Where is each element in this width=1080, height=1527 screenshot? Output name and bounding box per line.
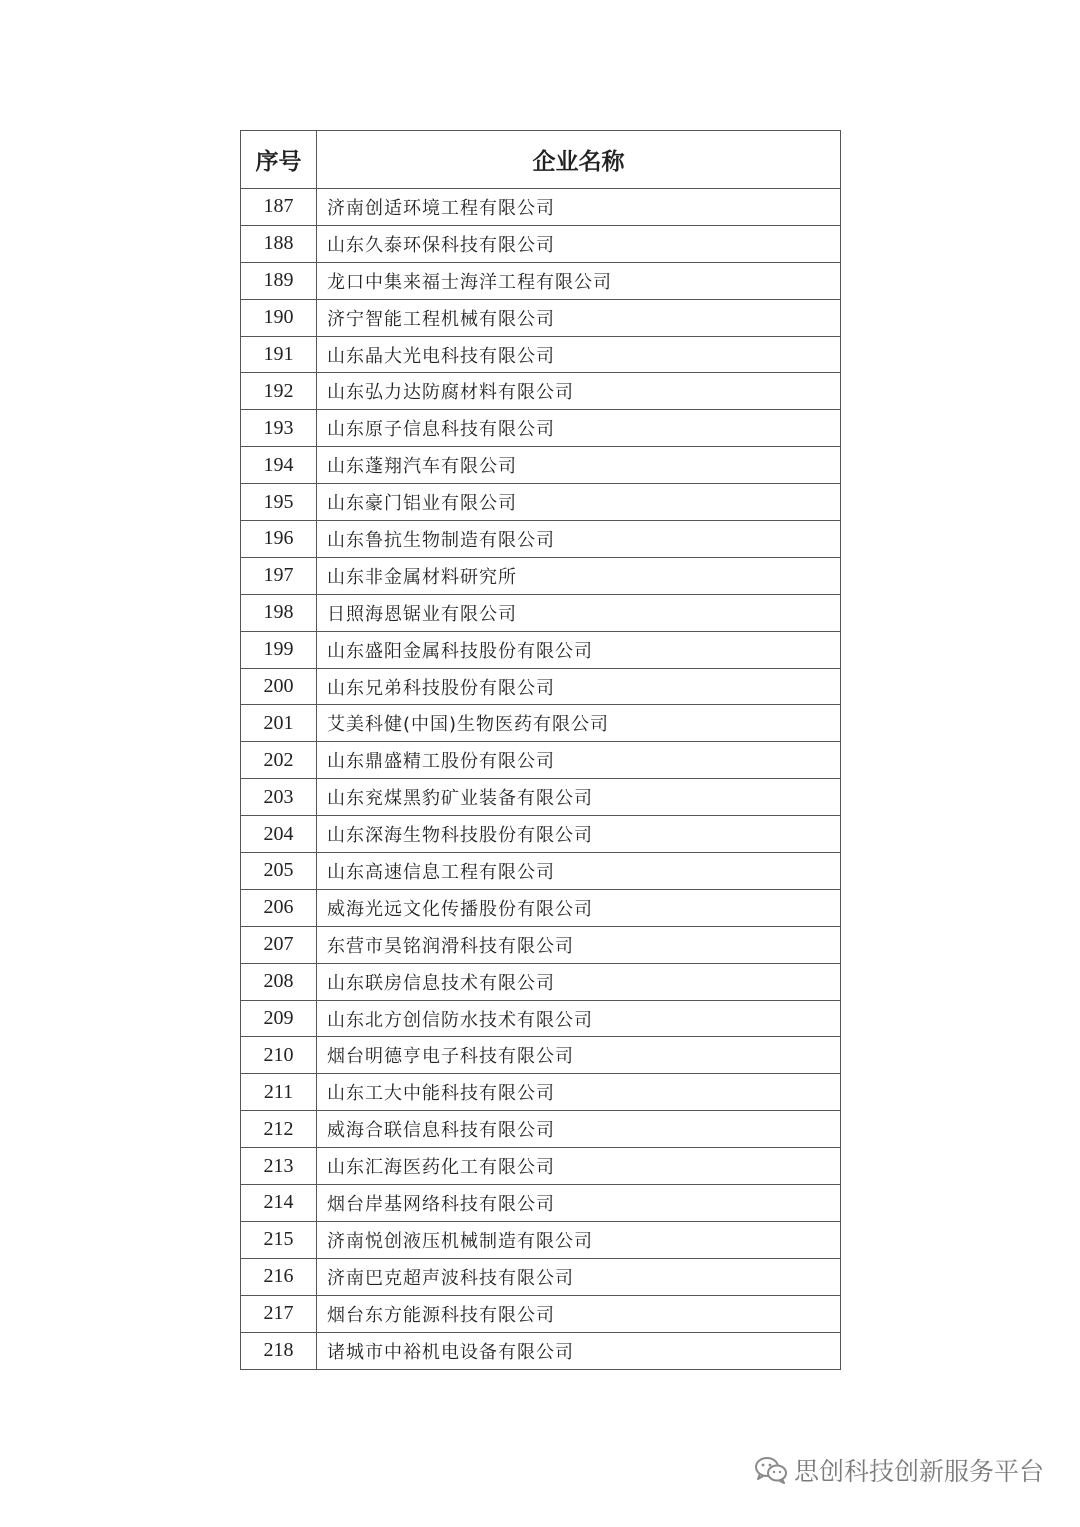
company-name-cell: 济南巴克超声波科技有限公司	[317, 1258, 841, 1295]
table-row	[241, 631, 841, 668]
company-name-cell: 山东原子信息科技有限公司	[317, 410, 841, 447]
serial-number-cell: 202	[241, 742, 317, 779]
table-body	[241, 189, 841, 1370]
company-name-cell: 山东联房信息技术有限公司	[317, 963, 841, 1000]
serial-number-cell: 214	[241, 1185, 317, 1222]
serial-number-cell: 204	[241, 816, 317, 853]
serial-number-cell: 218	[241, 1332, 317, 1369]
table-row	[241, 1185, 841, 1222]
serial-number-cell: 217	[241, 1295, 317, 1332]
table-row	[241, 742, 841, 779]
serial-number-cell: 199	[241, 631, 317, 668]
enterprise-table	[240, 130, 841, 1370]
company-name-cell: 山东北方创信防水技术有限公司	[317, 1000, 841, 1037]
watermark	[754, 1452, 1044, 1488]
table-row	[241, 410, 841, 447]
company-name-cell: 艾美科健(中国)生物医药有限公司	[317, 705, 841, 742]
serial-number-cell: 200	[241, 668, 317, 705]
serial-number-cell: 216	[241, 1258, 317, 1295]
company-name-cell: 山东晶大光电科技有限公司	[317, 336, 841, 373]
table-row	[241, 373, 841, 410]
company-name-cell: 诸城市中裕机电设备有限公司	[317, 1332, 841, 1369]
serial-number-cell: 193	[241, 410, 317, 447]
serial-number-cell: 207	[241, 926, 317, 963]
table-row	[241, 705, 841, 742]
company-name-cell: 山东豪门铝业有限公司	[317, 484, 841, 521]
header-company-name: 企业名称	[317, 131, 841, 189]
company-name-cell: 烟台岸基网络科技有限公司	[317, 1185, 841, 1222]
company-name-cell: 山东非金属材料研究所	[317, 557, 841, 594]
company-name-cell: 山东弘力达防腐材料有限公司	[317, 373, 841, 410]
table-header-row	[241, 131, 841, 189]
company-name-cell: 山东蓬翔汽车有限公司	[317, 447, 841, 484]
table-row	[241, 779, 841, 816]
table-row	[241, 225, 841, 262]
company-name-cell: 济宁智能工程机械有限公司	[317, 299, 841, 336]
table-row	[241, 557, 841, 594]
table-row	[241, 963, 841, 1000]
company-name-cell: 山东高速信息工程有限公司	[317, 853, 841, 890]
serial-number-cell: 215	[241, 1221, 317, 1258]
table-row	[241, 1295, 841, 1332]
company-name-cell: 山东工大中能科技有限公司	[317, 1074, 841, 1111]
watermark-text: 思创科技创新服务平台	[793, 1457, 1044, 1486]
company-name-cell: 山东鲁抗生物制造有限公司	[317, 521, 841, 558]
table-row	[241, 189, 841, 226]
table-row	[241, 853, 841, 890]
table-row	[241, 1000, 841, 1037]
table-row	[241, 816, 841, 853]
serial-number-cell: 195	[241, 484, 317, 521]
table-row	[241, 262, 841, 299]
company-name-cell: 济南创适环境工程有限公司	[317, 189, 841, 226]
wechat-icon	[754, 1456, 788, 1484]
company-name-cell: 山东深海生物科技股份有限公司	[317, 816, 841, 853]
serial-number-cell: 210	[241, 1037, 317, 1074]
table-row	[241, 1111, 841, 1148]
serial-number-cell: 205	[241, 853, 317, 890]
table-row	[241, 1037, 841, 1074]
company-name-cell: 龙口中集来福士海洋工程有限公司	[317, 262, 841, 299]
serial-number-cell: 208	[241, 963, 317, 1000]
serial-number-cell: 196	[241, 521, 317, 558]
serial-number-cell: 187	[241, 189, 317, 226]
serial-number-cell: 201	[241, 705, 317, 742]
company-name-cell: 烟台明德亨电子科技有限公司	[317, 1037, 841, 1074]
table-row	[241, 1221, 841, 1258]
company-name-cell: 山东汇海医药化工有限公司	[317, 1148, 841, 1185]
serial-number-cell: 191	[241, 336, 317, 373]
company-name-cell: 东营市昊铭润滑科技有限公司	[317, 926, 841, 963]
serial-number-cell: 194	[241, 447, 317, 484]
table-row	[241, 336, 841, 373]
table-row	[241, 1332, 841, 1369]
table-row	[241, 594, 841, 631]
serial-number-cell: 190	[241, 299, 317, 336]
serial-number-cell: 209	[241, 1000, 317, 1037]
table-row	[241, 299, 841, 336]
serial-number-cell: 192	[241, 373, 317, 410]
table-row	[241, 926, 841, 963]
serial-number-cell: 198	[241, 594, 317, 631]
company-name-cell: 山东久泰环保科技有限公司	[317, 225, 841, 262]
table-row	[241, 668, 841, 705]
company-name-cell: 日照海恩锯业有限公司	[317, 594, 841, 631]
table-row	[241, 484, 841, 521]
table-row	[241, 521, 841, 558]
company-name-cell: 威海光远文化传播股份有限公司	[317, 889, 841, 926]
serial-number-cell: 188	[241, 225, 317, 262]
company-name-cell: 烟台东方能源科技有限公司	[317, 1295, 841, 1332]
serial-number-cell: 206	[241, 889, 317, 926]
header-serial-number: 序号	[241, 131, 317, 189]
serial-number-cell: 213	[241, 1148, 317, 1185]
company-name-cell: 山东盛阳金属科技股份有限公司	[317, 631, 841, 668]
company-name-cell: 济南悦创液压机械制造有限公司	[317, 1221, 841, 1258]
table-row	[241, 1258, 841, 1295]
table-row	[241, 1074, 841, 1111]
company-name-cell: 山东兖煤黑豹矿业装备有限公司	[317, 779, 841, 816]
serial-number-cell: 212	[241, 1111, 317, 1148]
serial-number-cell: 211	[241, 1074, 317, 1111]
serial-number-cell: 189	[241, 262, 317, 299]
company-name-cell: 威海合联信息科技有限公司	[317, 1111, 841, 1148]
company-name-cell: 山东兄弟科技股份有限公司	[317, 668, 841, 705]
serial-number-cell: 203	[241, 779, 317, 816]
table-row	[241, 889, 841, 926]
company-name-cell: 山东鼎盛精工股份有限公司	[317, 742, 841, 779]
table-row	[241, 1148, 841, 1185]
serial-number-cell: 197	[241, 557, 317, 594]
table-row	[241, 447, 841, 484]
